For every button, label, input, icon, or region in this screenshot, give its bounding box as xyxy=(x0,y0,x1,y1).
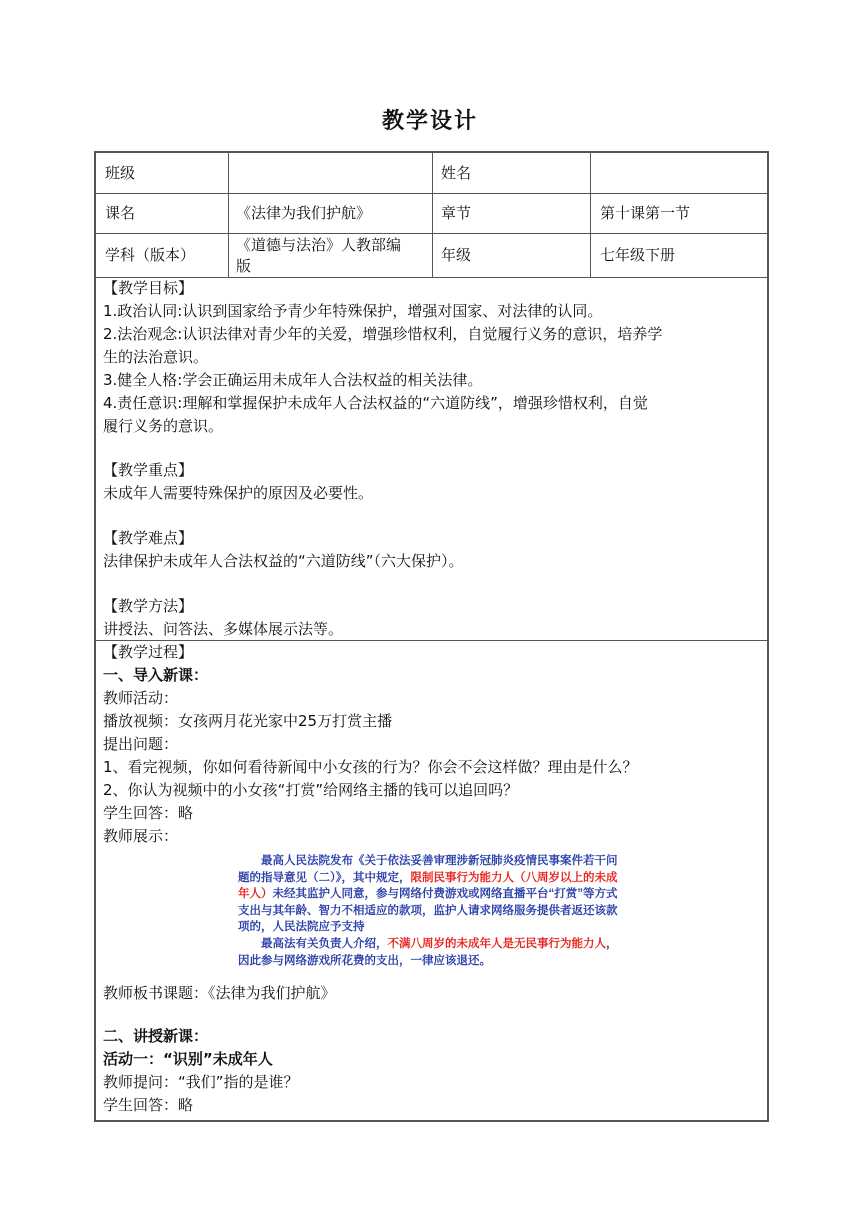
student-answer-2: 学生回答：略 xyxy=(103,1096,194,1114)
video-line: 播放视频：女孩两月花光家中25万打赏主播 xyxy=(103,712,393,730)
objectives-heading: 【教学目标】 xyxy=(103,279,194,297)
course-label: 课名 xyxy=(105,204,136,222)
notice-text: 最高人民法院发布《关于依法妥善审理涉新冠肺炎疫情民事案件若干问题的指导意见（二）》，其中规定， xyxy=(238,855,618,884)
ask-line: 提出问题： xyxy=(103,735,179,753)
objective-4-line1: 4.责任意识:理解和掌握保护未成年人合法权益的“六道防线”，增强珍惜权利，自觉 xyxy=(103,394,648,412)
objective-4-line2: 履行义务的意识。 xyxy=(103,417,224,435)
course-value: 《法律为我们护航》 xyxy=(236,204,372,222)
section-intro-heading: 一、导入新课： xyxy=(103,666,209,684)
name-label: 姓名 xyxy=(441,164,472,182)
subject-label: 学科（版本） xyxy=(105,246,196,264)
objective-3: 3.健全人格:学会正确运用未成年人合法权益的相关法律。 xyxy=(103,371,483,389)
section-teach-heading: 二、讲授新课： xyxy=(103,1027,209,1045)
document-title: 教学设计 xyxy=(381,109,478,134)
chapter-label: 章节 xyxy=(441,204,472,222)
notice-highlight: 限制民事行为能力人（八周岁以上的未成年人） xyxy=(238,871,618,901)
key-points-text: 未成年人需要特殊保护的原因及必要性。 xyxy=(103,484,374,502)
notice-text: 未经其监护人同意，参与网络付费游戏或网络直播平台“打赏”等方式支出与其年龄、智力不相适应的款项，监护人请求网络服务提供者返还该款项的，人民法院应予支持 xyxy=(238,888,618,934)
process-heading: 【教学过程】 xyxy=(103,643,194,661)
subject-value-line2: 版 xyxy=(236,257,252,275)
methods-text: 讲授法、问答法、多媒体展示法等。 xyxy=(103,620,344,638)
chapter-value: 第十课第一节 xyxy=(600,204,691,222)
notice-text: ，因此参与网络游戏所花费的支出，一律应该退还。 xyxy=(238,937,618,967)
grade-value: 七年级下册 xyxy=(600,246,676,264)
subject-value-line1: 《道德与法治》人教部编 xyxy=(236,236,402,254)
objective-2-line1: 2.法治观念:认识法律对青少年的关爱，增强珍惜权利，自觉履行义务的意识，培养学 xyxy=(103,325,663,343)
difficulties-heading: 【教学难点】 xyxy=(103,529,194,547)
notice-highlight: 不满八周岁的未成年人是无民事行为能力人 xyxy=(387,937,606,950)
court-notice-image xyxy=(238,853,623,968)
teacher-show: 教师展示： xyxy=(103,827,179,845)
key-points-heading: 【教学重点】 xyxy=(103,461,194,479)
student-answer: 学生回答：略 xyxy=(103,804,194,822)
question-1: 1、看完视频，你如何看待新闻中小女孩的行为？你会不会这样做？理由是什么？ xyxy=(103,758,638,776)
methods-heading: 【教学方法】 xyxy=(103,597,194,615)
question-2: 2、你认为视频中的小女孩“打赏”给网络主播的钱可以追回吗？ xyxy=(103,781,519,799)
grade-label: 年级 xyxy=(441,246,472,264)
class-label: 班级 xyxy=(105,164,136,182)
objective-2-line2: 生的法治意识。 xyxy=(103,348,209,366)
board-title: 教师板书课题：《法律为我们护航》 xyxy=(103,984,336,1002)
row-divider xyxy=(94,277,769,278)
teacher-question: 教师提问：“我们”指的是谁？ xyxy=(103,1073,299,1091)
col-divider xyxy=(228,151,229,277)
col-divider xyxy=(432,151,433,277)
objective-1: 1.政治认同:认识到国家给予青少年特殊保护，增强对国家、对法律的认同。 xyxy=(103,302,603,320)
notice-text: 最高法有关负责人介绍， xyxy=(261,937,388,950)
col-divider xyxy=(590,151,591,277)
teacher-activity: 教师活动： xyxy=(103,689,179,707)
activity-1-heading: 活动一：“识别”未成年人 xyxy=(103,1050,273,1068)
difficulties-text: 法律保护未成年人合法权益的“六道防线”（六大保护）。 xyxy=(103,552,464,570)
